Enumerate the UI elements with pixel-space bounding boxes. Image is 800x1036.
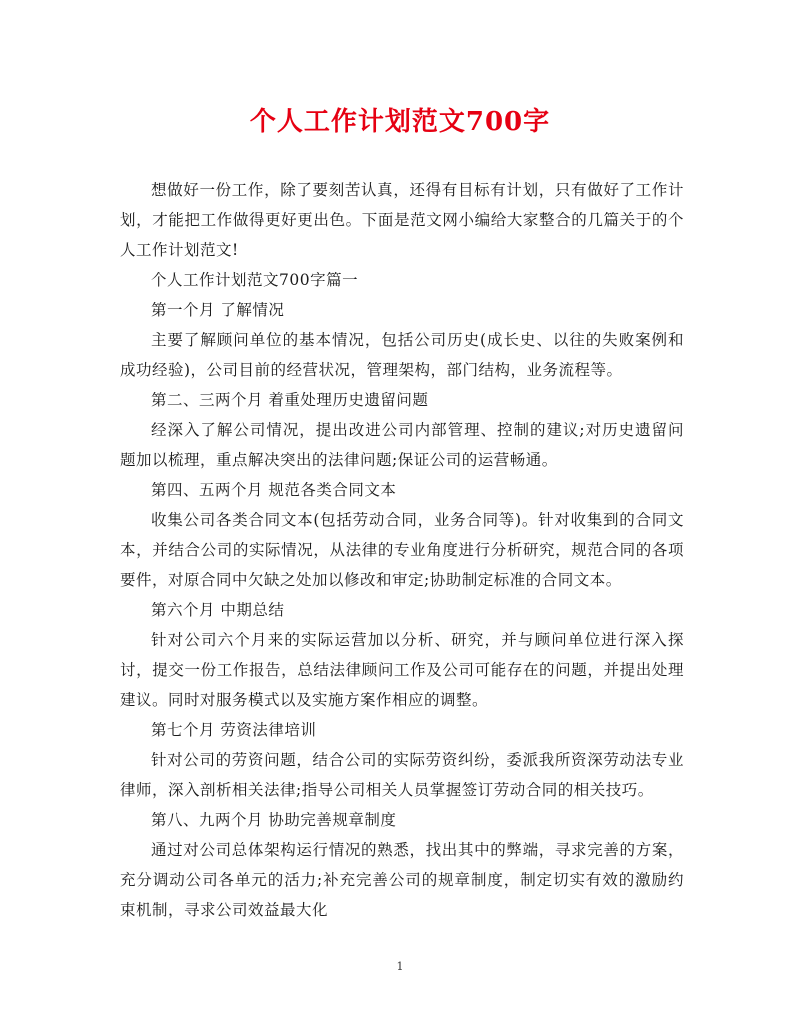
body-paragraph: 主要了解顾问单位的基本情况，包括公司历史(成长史、以往的失败案例和成功经验)，公司目前的经营状况，管理架构，部门结构，业务流程等。 xyxy=(120,331,684,379)
month-heading: 第二、三两个月 着重处理历史遗留问题 xyxy=(151,391,429,409)
month-heading: 第一个月 了解情况 xyxy=(151,301,285,319)
body-paragraph: 经深入了解公司情况，提出改进公司内部管理、控制的建议;对历史遗留问题加以梳理，重点解决突出的法律问题;保证公司的运营畅通。 xyxy=(120,421,684,469)
body-paragraph: 通过对公司总体架构运行情况的熟悉，找出其中的弊端，寻求完善的方案，充分调动公司各单元的活力;补充完善公司的规章制度，制定切实有效的激励约束机制，寻求公司效益最大化 xyxy=(120,841,684,919)
body-paragraph: 针对公司的劳资问题，结合公司的实际劳资纠纷，委派我所资深劳动法专业律师，深入剖析相关法律;指导公司相关人员掌握签订劳动合同的相关技巧。 xyxy=(120,751,684,799)
document-body xyxy=(120,175,684,925)
month-heading: 第六个月 中期总结 xyxy=(151,601,285,619)
page-number: 1 xyxy=(396,960,404,973)
body-paragraph: 针对公司六个月来的实际运营加以分析、研究，并与顾问单位进行深入探讨，提交一份工作报告，总结法律顾问工作及公司可能存在的问题，并提出处理建议。同时对服务模式以及实施方案作相应的调整。 xyxy=(120,631,684,709)
month-heading: 第七个月 劳资法律培训 xyxy=(151,721,317,739)
month-heading: 第八、九两个月 协助完善规章制度 xyxy=(151,811,397,829)
body-paragraph: 收集公司各类合同文本(包括劳动合同，业务合同等)。针对收集到的合同文本，并结合公司的实际情况，从法律的专业角度进行分析研究，规范合同的各项要件，对原合同中欠缺之处加以修改和审定;协助制定标准的合同文本。 xyxy=(120,511,684,589)
month-heading: 第四、五两个月 规范各类合同文本 xyxy=(151,481,397,499)
document-title: 个人工作计划范文700字 xyxy=(249,107,551,137)
intro-paragraph: 想做好一份工作，除了要刻苦认真，还得有目标有计划，只有做好了工作计划，才能把工作做得更好更出色。下面是范文网小编给大家整合的几篇关于的个人工作计划范文! xyxy=(120,181,684,259)
section-heading: 个人工作计划范文700字篇一 xyxy=(151,271,359,289)
